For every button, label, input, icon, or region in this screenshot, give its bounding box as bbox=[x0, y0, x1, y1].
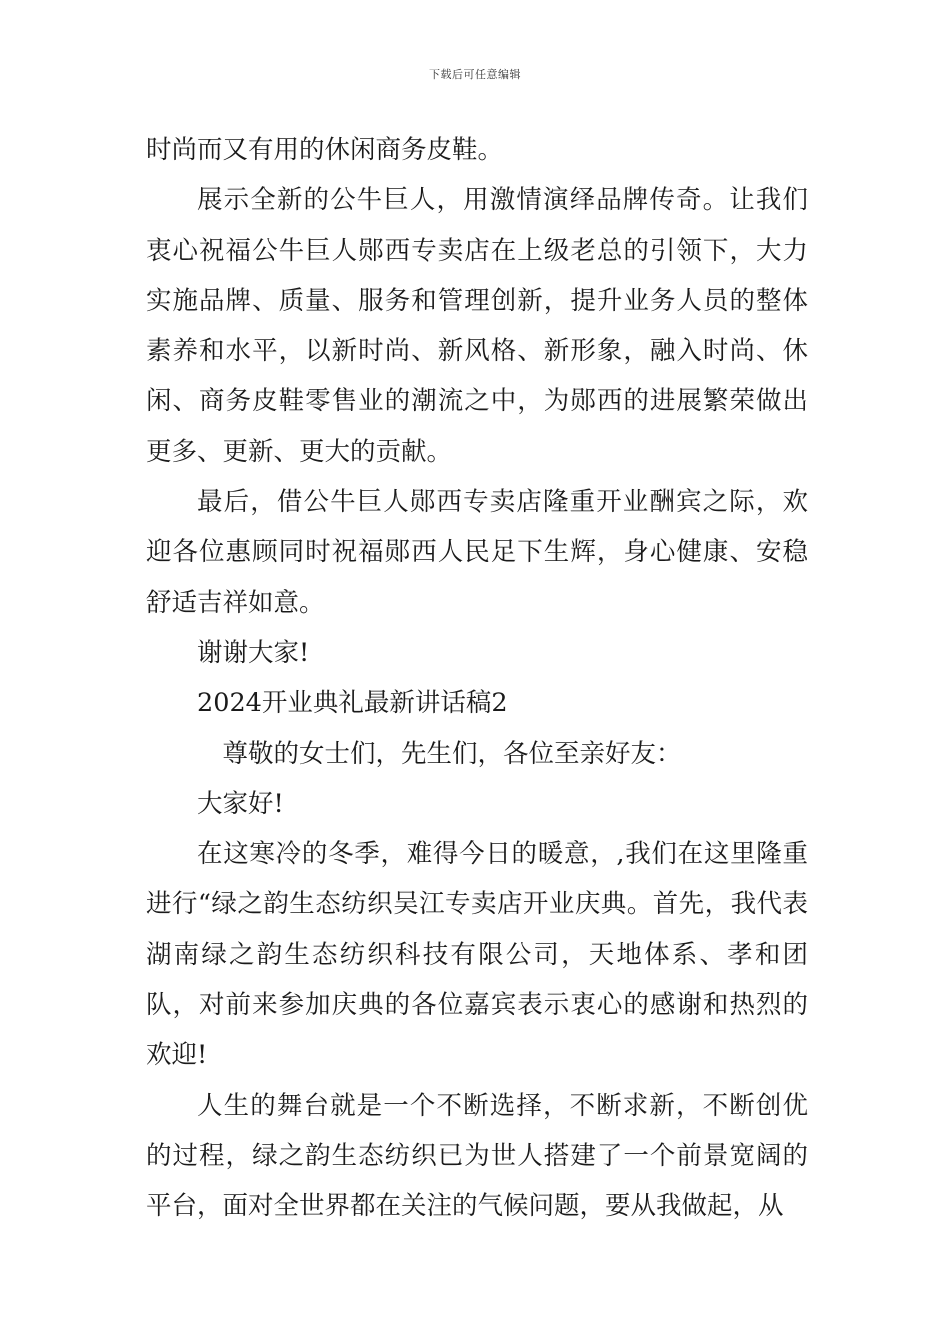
page-header-note: 下载后可任意编辑 bbox=[429, 68, 521, 81]
paragraph-life-stage: 人生的舞台就是一个不断选择，不断求新，不断创优的过程，绿之韵生态纺织已为世人搭建了一个前景宽阔的平台，面对全世界都在关注的气候问题，要从我做起，从 bbox=[146, 1090, 808, 1222]
paragraph-greeting: 大家好! bbox=[197, 788, 284, 819]
paragraph-closing-wishes: 最后，借公牛巨人郧西专卖店隆重开业酬宾之际，欢迎各位惠顾同时祝福郧西人民足下生辉，身心健康、安稳舒适吉祥如意。 bbox=[146, 487, 808, 618]
paragraph-opening-ceremony: 在这寒冷的冬季，难得今日的暖意，,我们在这里隆重进行“绿之韵生态纺织吴江专卖店开业庆典。首先，我代表湖南绿之韵生态纺织科技有限公司，天地体系、孝和团队，对前来参加庆典的各位嘉宾表示衷心的感谢和热烈的欢迎! bbox=[146, 839, 808, 1071]
paragraph-continuation: 时尚而又有用的休闲商务皮鞋。 bbox=[146, 135, 504, 165]
document-body bbox=[146, 125, 808, 1232]
paragraph-thanks: 谢谢大家! bbox=[197, 637, 310, 668]
section-title: 2024开业典礼最新讲话稿2 bbox=[197, 688, 508, 719]
paragraph-salutation: 尊敬的女士们，先生们，各位至亲好友： bbox=[222, 738, 682, 769]
paragraph-brand-showcase: 展示全新的公牛巨人，用激情演绎品牌传奇。让我们衷心祝福公牛巨人郧西专卖店在上级老总的引领下，大力实施品牌、质量、服务和管理创新，提升业务人员的整体素养和水平，以新时尚、新风格、新形象，融入时尚、休闲、商务皮鞋零售业的潮流之中，为郧西的进展繁荣做出更多、更新、更大的贡献。 bbox=[146, 185, 808, 467]
